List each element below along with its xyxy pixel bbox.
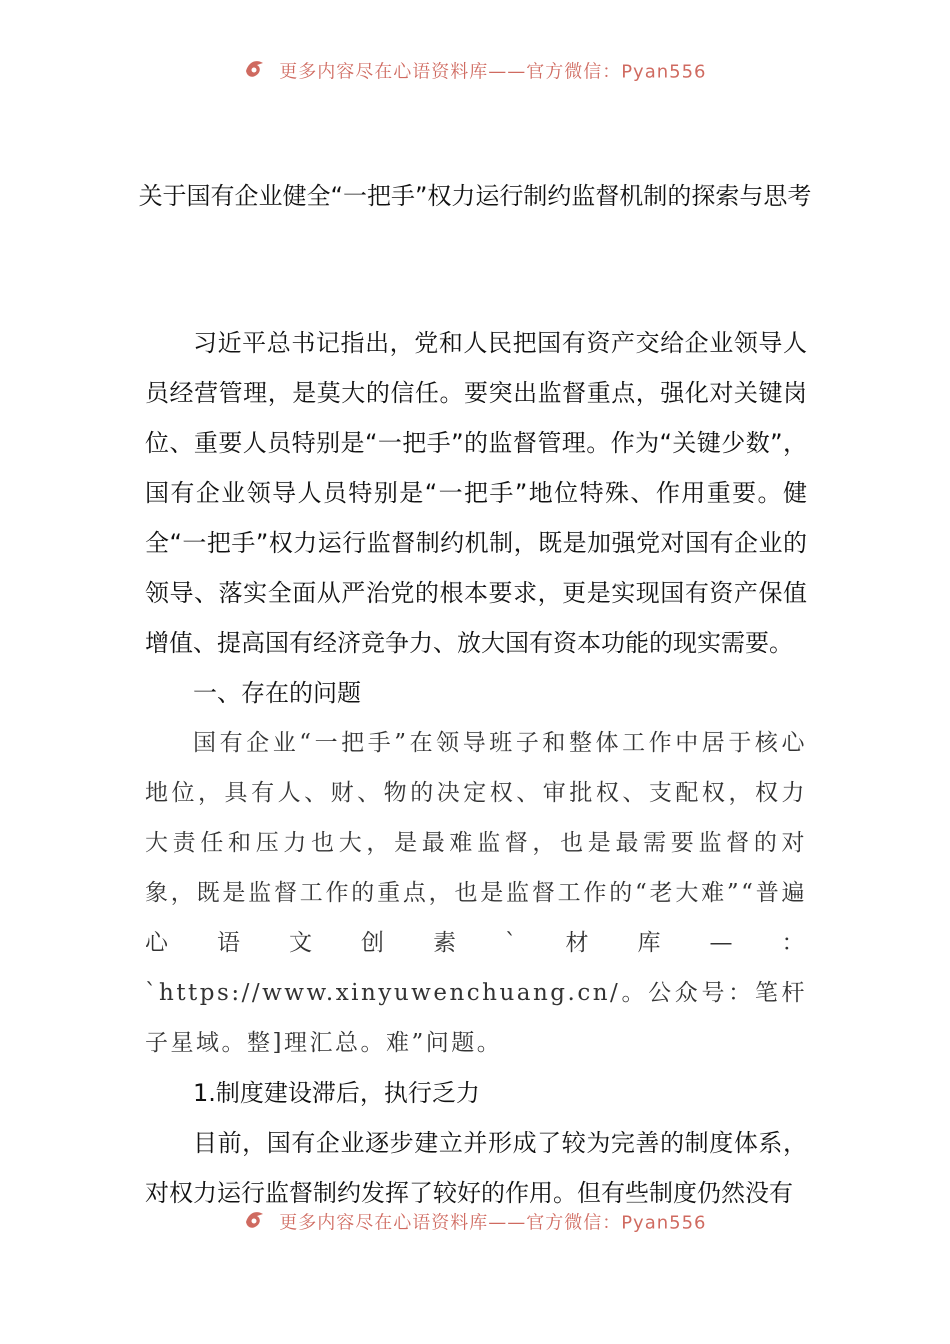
watermark-logo-icon (243, 57, 269, 84)
watermark-text: 更多内容尽在心语资料库——官方微信：Pyan556 (279, 1212, 707, 1234)
paragraph: 目前，国有企业逐步建立并形成了较为完善的制度体系，对权力运行监督制约发挥了较好的作用。但有些制度仍然没有 (145, 1129, 807, 1207)
watermark-bottom (0, 1208, 950, 1238)
paragraph: 国有企业“一把手”在领导班子和整体工作中居于核心地位，具有人、财、物的决定权、审批权、支配权，权力大责任和压力也大，是最难监督，也是最需要监督的对象，既是监督工作的重点，也是监督工作的“老大难”“普遍心语文创素`材库—：`https://www.xinyuwenchuang.cn/。公众号：笔杆子星域。整]理汇总。难”问题。 (145, 730, 807, 1056)
watermark-text: 更多内容尽在心语资料库——官方微信：Pyan556 (279, 61, 707, 83)
document-body (145, 318, 807, 1218)
document-title: 关于国有企业健全“一把手”权力运行制约监督机制的探索与思考 (138, 182, 812, 210)
watermark-logo-icon (243, 1208, 269, 1235)
watermark-top (0, 57, 950, 87)
paragraph: 习近平总书记指出，党和人民把国有资产交给企业领导人员经营管理，是莫大的信任。要突出监督重点，强化对关键岗位、重要人员特别是“一把手”的监督管理。作为“关键少数”，国有企业领导人员特别是“一把手”地位特殊、作用重要。健全“一把手”权力运行监督制约机制，既是加强党对国有企业的领导、落实全面从严治党的根本要求，更是实现国有资产保值增值、提高国有经济竞争力、放大国有资本功能的现实需要。 (145, 329, 807, 657)
section-heading: 1.制度建设滞后，执行乏力 (193, 1079, 480, 1107)
section-heading: 一、存在的问题 (193, 679, 361, 707)
